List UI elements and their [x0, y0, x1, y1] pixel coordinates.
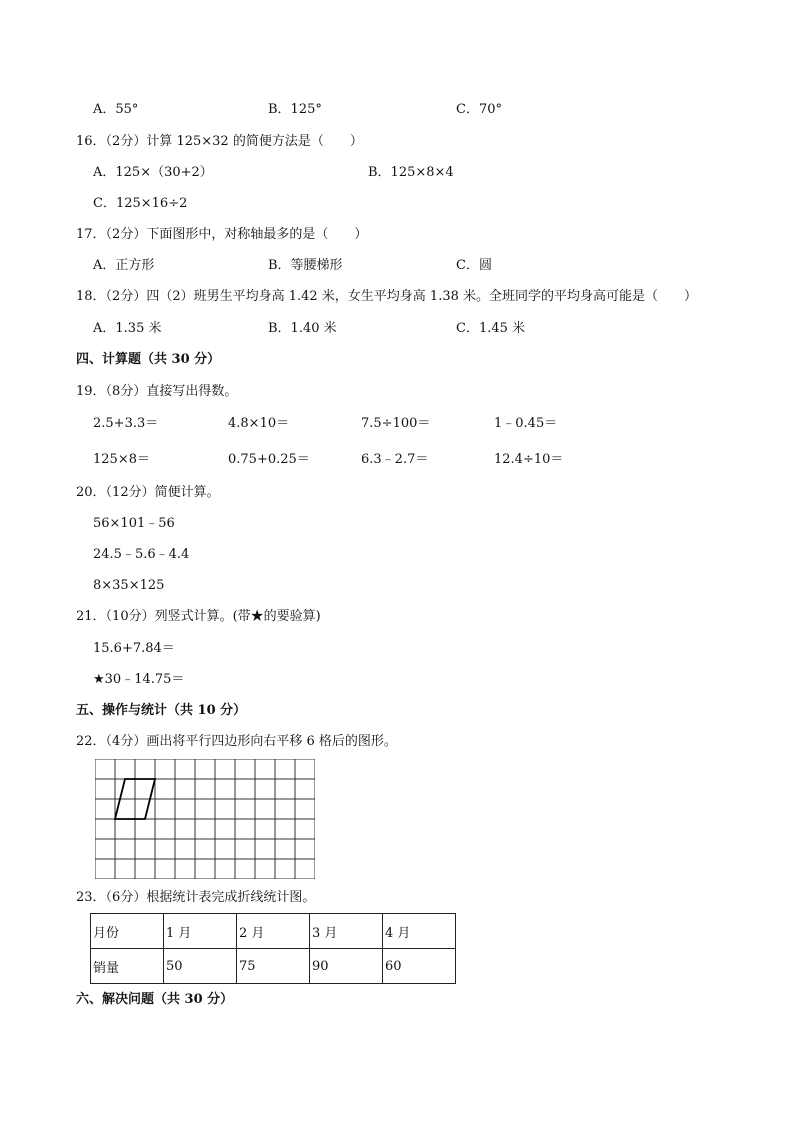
q20-stem: 20．（12分）简便计算。 — [76, 485, 220, 500]
q16-option-a: A．125×（30+2） — [93, 165, 213, 180]
q19-item: 6.3﹣2.7＝ — [361, 452, 429, 467]
section-4-heading: 四、计算题（共 30 分） — [76, 352, 221, 367]
q17-option-a: A．正方形 — [93, 258, 155, 273]
q18-option-c: C．1.45 米 — [456, 321, 526, 336]
table-row — [91, 914, 456, 949]
table-cell: 月份 — [91, 914, 164, 949]
q20-item: 8×35×125 — [93, 578, 165, 593]
table-cell: 销量 — [91, 949, 164, 984]
q15-option-b: B．125° — [268, 102, 322, 117]
q19-item: 12.4÷10＝ — [494, 452, 564, 467]
q21-stem: 21．（10分）列竖式计算。(带★的要验算) — [76, 609, 321, 624]
q19-item: 1﹣0.45＝ — [494, 416, 558, 431]
table-cell: 1 月 — [164, 914, 237, 949]
q20-item: 56×101﹣56 — [93, 516, 175, 531]
q18-option-a: A．1.35 米 — [93, 321, 162, 336]
table-cell: 90 — [310, 949, 383, 984]
q17-option-b: B．等腰梯形 — [268, 258, 343, 273]
q17-stem: 17．（2分）下面图形中，对称轴最多的是（ ） — [76, 227, 368, 242]
table-cell: 60 — [383, 949, 456, 984]
q16-option-c: C．125×16÷2 — [93, 196, 188, 211]
q23-stem: 23．（6分）根据统计表完成折线统计图。 — [76, 890, 316, 905]
table-cell: 2 月 — [237, 914, 310, 949]
sales-table — [90, 913, 456, 984]
table-cell: 50 — [164, 949, 237, 984]
q19-item: 4.8×10＝ — [228, 416, 290, 431]
q16-option-b: B．125×8×4 — [368, 165, 454, 180]
q19-item: 0.75+0.25＝ — [228, 452, 310, 467]
table-cell: 75 — [237, 949, 310, 984]
table-cell: 3 月 — [310, 914, 383, 949]
table-cell: 4 月 — [383, 914, 456, 949]
table-row — [91, 949, 456, 984]
q17-option-c: C．圆 — [456, 258, 492, 273]
grid-drawing — [95, 759, 315, 879]
translation-grid — [95, 759, 315, 879]
section-5-heading: 五、操作与统计（共 10 分） — [76, 703, 247, 718]
section-6-heading: 六、解决问题（共 30 分） — [76, 992, 234, 1007]
q18-option-b: B．1.40 米 — [268, 321, 337, 336]
q22-stem: 22．（4分）画出将平行四边形向右平移 6 格后的图形。 — [76, 734, 397, 749]
q20-item: 24.5﹣5.6﹣4.4 — [93, 547, 190, 562]
q21-item: 15.6+7.84＝ — [93, 641, 175, 656]
q16-stem: 16．（2分）计算 125×32 的简便方法是（ ） — [76, 134, 363, 149]
q19-item: 7.5÷100＝ — [361, 416, 431, 431]
q19-item: 125×8＝ — [93, 452, 150, 467]
q21-item: ★30﹣14.75＝ — [93, 672, 185, 687]
q19-stem: 19．（8分）直接写出得数。 — [76, 384, 238, 399]
q15-option-a: A．55° — [93, 102, 139, 117]
q19-item: 2.5+3.3＝ — [93, 416, 159, 431]
q15-option-c: C．70° — [456, 102, 502, 117]
q18-stem: 18．（2分）四（2）班男生平均身高 1.42 米，女生平均身高 1.38 米。全班同学的平均身高可能是（ ） — [76, 289, 698, 304]
